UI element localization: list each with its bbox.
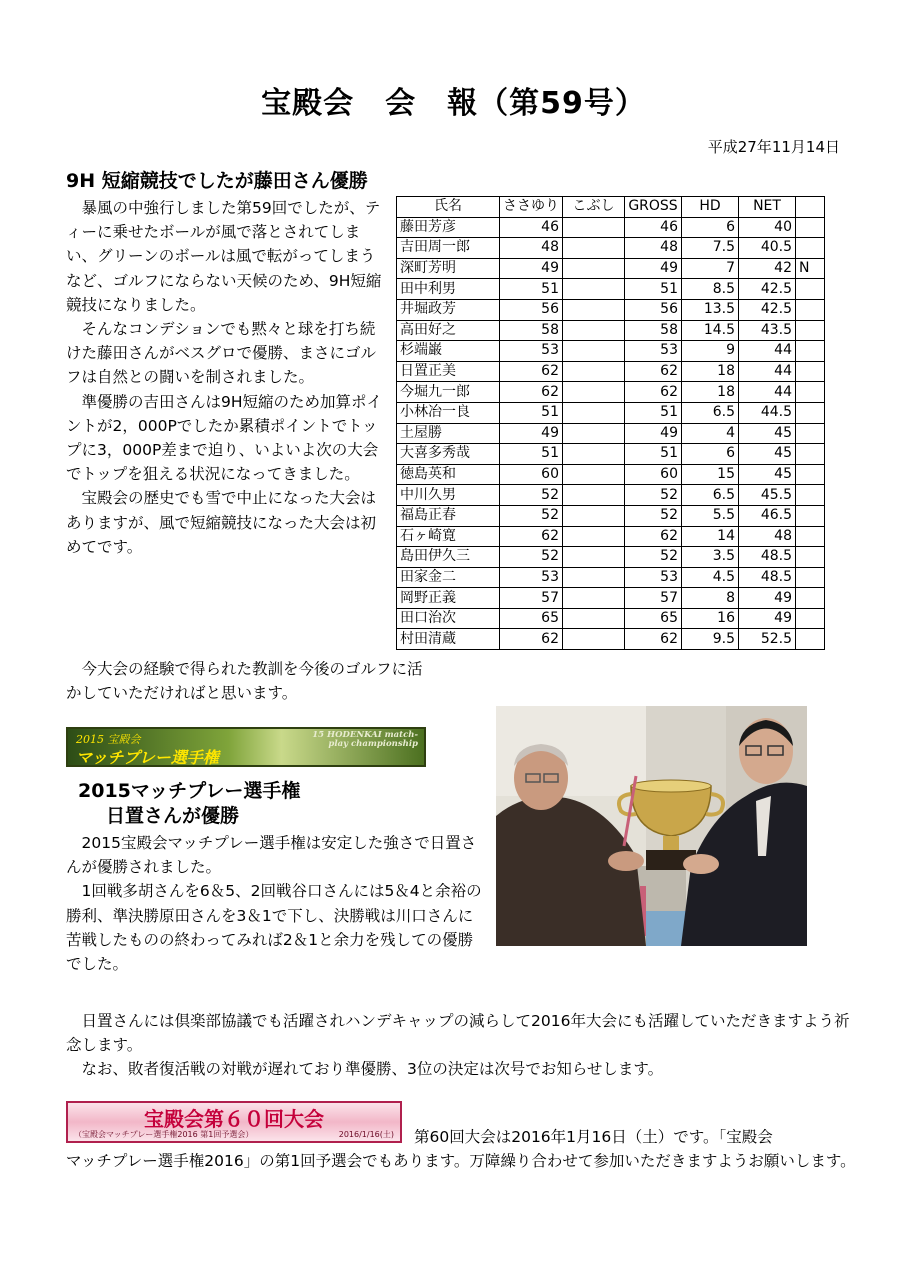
score-kobushi-cell [563, 402, 625, 423]
score-gross-cell: 56 [625, 299, 682, 320]
handicap-cell: 9.5 [682, 629, 739, 650]
section1-closing: 今大会の経験で得られた教訓を今後のゴルフに活かしていただければと思います。 [66, 660, 423, 703]
col-header-hd: HD [682, 197, 739, 218]
score-sasayuri-cell: 51 [500, 402, 563, 423]
handicap-cell: 5.5 [682, 505, 739, 526]
banner2-date: 2016/1/16(土) [338, 1130, 394, 1139]
section4-line1: 第60回大会は2016年1月16日（土）です。「宝殿会 [414, 1128, 773, 1146]
score-gross-cell: 62 [625, 526, 682, 547]
section4-body [66, 1125, 856, 1173]
table-row [397, 238, 825, 259]
score-net-cell: 44 [739, 382, 796, 403]
player-name-cell: 田中利男 [397, 279, 500, 300]
score-sasayuri-cell: 62 [500, 526, 563, 547]
player-name-cell: 村田清蔵 [397, 629, 500, 650]
banner-year: 2015 宝殿会 [76, 733, 141, 746]
score-net-cell: 45.5 [739, 485, 796, 506]
section2-body [66, 831, 488, 976]
handicap-cell: 8.5 [682, 279, 739, 300]
score-gross-cell: 62 [625, 629, 682, 650]
table-row [397, 444, 825, 465]
table-header-row [397, 197, 825, 218]
table-row [397, 320, 825, 341]
table-row [397, 423, 825, 444]
table-row [397, 505, 825, 526]
results-table [396, 196, 825, 650]
score-kobushi-cell [563, 238, 625, 259]
note-cell [796, 444, 825, 465]
score-gross-cell: 65 [625, 608, 682, 629]
handicap-cell: 7 [682, 258, 739, 279]
score-sasayuri-cell: 58 [500, 320, 563, 341]
section1-body [66, 196, 388, 559]
table-row [397, 341, 825, 362]
table-row [397, 258, 825, 279]
table-row [397, 629, 825, 650]
score-gross-cell: 62 [625, 361, 682, 382]
score-net-cell: 49 [739, 588, 796, 609]
player-name-cell: 大喜多秀哉 [397, 444, 500, 465]
trophy-photo [496, 706, 807, 946]
handicap-cell: 7.5 [682, 238, 739, 259]
handicap-cell: 13.5 [682, 299, 739, 320]
note-cell [796, 361, 825, 382]
score-kobushi-cell [563, 341, 625, 362]
matchplay-banner [66, 727, 426, 767]
section3-body [66, 1009, 856, 1082]
score-kobushi-cell [563, 320, 625, 341]
score-net-cell: 40.5 [739, 238, 796, 259]
player-name-cell: 杉端巌 [397, 341, 500, 362]
score-gross-cell: 51 [625, 402, 682, 423]
note-cell [796, 238, 825, 259]
handicap-cell: 16 [682, 608, 739, 629]
player-name-cell: 小林冶一良 [397, 402, 500, 423]
score-gross-cell: 58 [625, 320, 682, 341]
score-sasayuri-cell: 62 [500, 629, 563, 650]
paragraph: 暴風の中強行しました第59回でしたが、ティーに乗せたボールが風で落とされてしまい、グリーンのボールは風で転がってしまうなど、ゴルフにならない天候のため、9H短縮競技になりました。 [66, 199, 382, 314]
score-net-cell: 48 [739, 526, 796, 547]
table-row [397, 382, 825, 403]
handicap-cell: 14 [682, 526, 739, 547]
score-sasayuri-cell: 46 [500, 217, 563, 238]
score-kobushi-cell [563, 608, 625, 629]
paragraph: そんなコンデションでも黙々と球を打ち続けた藤田さんがベスグロで優勝、まさにゴルフは自然との闘いを制されました。 [66, 320, 377, 387]
score-kobushi-cell [563, 279, 625, 300]
score-kobushi-cell [563, 485, 625, 506]
col-header-name: 氏名 [397, 197, 500, 218]
score-gross-cell: 62 [625, 382, 682, 403]
table-row [397, 464, 825, 485]
note-cell [796, 485, 825, 506]
player-name-cell: 中川久男 [397, 485, 500, 506]
section1-heading: 9H 短縮競技でしたが藤田さん優勝 [66, 170, 368, 192]
player-name-cell: 田口治次 [397, 608, 500, 629]
player-name-cell: 日置正美 [397, 361, 500, 382]
note-cell [796, 341, 825, 362]
note-cell [796, 217, 825, 238]
table-row [397, 402, 825, 423]
score-kobushi-cell [563, 361, 625, 382]
score-kobushi-cell [563, 567, 625, 588]
score-net-cell: 44.5 [739, 402, 796, 423]
score-sasayuri-cell: 57 [500, 588, 563, 609]
page-title: 宝殿会 会 報（第59号） [261, 86, 646, 121]
score-kobushi-cell [563, 505, 625, 526]
note-cell [796, 547, 825, 568]
issue-date: 平成27年11月14日 [707, 138, 840, 156]
score-net-cell: 49 [739, 608, 796, 629]
score-gross-cell: 53 [625, 341, 682, 362]
player-name-cell: 福島正春 [397, 505, 500, 526]
score-gross-cell: 48 [625, 238, 682, 259]
score-sasayuri-cell: 52 [500, 547, 563, 568]
score-gross-cell: 57 [625, 588, 682, 609]
handicap-cell: 3.5 [682, 547, 739, 568]
handicap-cell: 18 [682, 382, 739, 403]
note-cell: N [796, 258, 825, 279]
score-gross-cell: 49 [625, 423, 682, 444]
score-gross-cell: 52 [625, 547, 682, 568]
player-name-cell: 石ヶ崎寛 [397, 526, 500, 547]
player-name-cell: 今堀九一郎 [397, 382, 500, 403]
col-header-kobushi: こぶし [563, 197, 625, 218]
score-net-cell: 48.5 [739, 547, 796, 568]
score-kobushi-cell [563, 526, 625, 547]
player-name-cell: 吉田周一郎 [397, 238, 500, 259]
player-name-cell: 田家金二 [397, 567, 500, 588]
score-net-cell: 45 [739, 423, 796, 444]
note-cell [796, 629, 825, 650]
score-net-cell: 43.5 [739, 320, 796, 341]
score-gross-cell: 46 [625, 217, 682, 238]
score-gross-cell: 52 [625, 485, 682, 506]
score-net-cell: 52.5 [739, 629, 796, 650]
score-sasayuri-cell: 53 [500, 341, 563, 362]
handicap-cell: 6.5 [682, 402, 739, 423]
table-row [397, 361, 825, 382]
score-sasayuri-cell: 52 [500, 505, 563, 526]
trophy-photo-illustration [496, 706, 807, 946]
handicap-cell: 14.5 [682, 320, 739, 341]
note-cell [796, 505, 825, 526]
score-net-cell: 45 [739, 444, 796, 465]
score-net-cell: 48.5 [739, 567, 796, 588]
table-row [397, 608, 825, 629]
note-cell [796, 588, 825, 609]
section4-rest: マッチプレー選手権2016」の第1回予選会でもあります。万障繰り合わせて参加いただきますようお願いします。 [66, 1152, 856, 1171]
table-row [397, 279, 825, 300]
score-net-cell: 46.5 [739, 505, 796, 526]
score-net-cell: 45 [739, 464, 796, 485]
player-name-cell: 藤田芳彦 [397, 217, 500, 238]
handicap-cell: 18 [682, 361, 739, 382]
player-name-cell: 土屋勝 [397, 423, 500, 444]
score-sasayuri-cell: 62 [500, 361, 563, 382]
banner2-subtitle: （宝殿会マッチプレー選手権2016 第1回予選会） [74, 1130, 254, 1139]
col-header-gross: GROSS [625, 197, 682, 218]
note-cell [796, 402, 825, 423]
section2-heading: 2015マッチプレー選手権 [78, 780, 301, 802]
section2-subheading: 日置さんが優勝 [106, 805, 240, 827]
score-kobushi-cell [563, 547, 625, 568]
table-row [397, 485, 825, 506]
player-name-cell: 島田伊久三 [397, 547, 500, 568]
score-sasayuri-cell: 65 [500, 608, 563, 629]
banner-english: 15 HODENKAI match-play championship [312, 730, 418, 749]
score-sasayuri-cell: 49 [500, 258, 563, 279]
handicap-cell: 6.5 [682, 485, 739, 506]
paragraph: なお、敗者復活戦の対戦が遅れており準優勝、3位の決定は次号でお知らせします。 [81, 1060, 664, 1079]
score-kobushi-cell [563, 258, 625, 279]
score-kobushi-cell [563, 629, 625, 650]
note-cell [796, 320, 825, 341]
player-name-cell: 岡野正義 [397, 588, 500, 609]
banner2-title: 宝殿会第６０回大会 [144, 1107, 324, 1131]
table-row [397, 588, 825, 609]
score-net-cell: 42.5 [739, 299, 796, 320]
handicap-cell: 15 [682, 464, 739, 485]
handicap-cell: 6 [682, 444, 739, 465]
score-sasayuri-cell: 56 [500, 299, 563, 320]
note-cell [796, 423, 825, 444]
score-net-cell: 44 [739, 341, 796, 362]
score-kobushi-cell [563, 217, 625, 238]
paragraph: 準優勝の吉田さんは9H短縮のため加算ポイントが2，000Pでしたか累積ポイントでトップに3，000P差まで迫り、いよいよ次の大会でトップを狙える状況になってきました。 [66, 392, 383, 484]
score-gross-cell: 51 [625, 279, 682, 300]
paragraph: 日置さんには倶楽部協議でも活躍されハンデキャップの減らして2016年大会にも活躍していただきますよう祈念します。 [66, 1012, 850, 1055]
note-cell [796, 382, 825, 403]
note-cell [796, 567, 825, 588]
score-gross-cell: 60 [625, 464, 682, 485]
score-sasayuri-cell: 60 [500, 464, 563, 485]
table-row [397, 547, 825, 568]
score-sasayuri-cell: 53 [500, 567, 563, 588]
score-sasayuri-cell: 51 [500, 444, 563, 465]
score-kobushi-cell [563, 299, 625, 320]
col-header-sasayuri: ささゆり [500, 197, 563, 218]
player-name-cell: 高田好之 [397, 320, 500, 341]
score-kobushi-cell [563, 588, 625, 609]
col-header-note [796, 197, 825, 218]
note-cell [796, 608, 825, 629]
score-gross-cell: 53 [625, 567, 682, 588]
score-kobushi-cell [563, 444, 625, 465]
note-cell [796, 464, 825, 485]
banner-title: マッチプレー選手権 [76, 748, 219, 767]
handicap-cell: 6 [682, 217, 739, 238]
note-cell [796, 279, 825, 300]
score-sasayuri-cell: 49 [500, 423, 563, 444]
table-row [397, 299, 825, 320]
score-kobushi-cell [563, 423, 625, 444]
score-net-cell: 40 [739, 217, 796, 238]
paragraph: 1回戦多胡さんを6＆5、2回戦谷口さんには5＆4と余裕の勝利、準決勝原田さんを3＆1で下し、決勝戦は川口さんに苦戦したものの終わってみれば2＆1と余力を残しての優勝でした。 [66, 882, 482, 974]
handicap-cell: 8 [682, 588, 739, 609]
col-header-net: NET [739, 197, 796, 218]
paragraph: 宝殿会の歴史でも雪で中止になった大会はありますが、風で短縮競技になった大会は初めてです。 [66, 489, 377, 556]
table-row [397, 526, 825, 547]
score-gross-cell: 49 [625, 258, 682, 279]
score-sasayuri-cell: 52 [500, 485, 563, 506]
handicap-cell: 4 [682, 423, 739, 444]
note-cell [796, 526, 825, 547]
player-name-cell: 徳島英和 [397, 464, 500, 485]
score-kobushi-cell [563, 382, 625, 403]
table-row [397, 567, 825, 588]
player-name-cell: 井堀政芳 [397, 299, 500, 320]
paragraph: 2015宝殿会マッチプレー選手権は安定した強さで日置さんが優勝されました。 [66, 834, 477, 877]
score-gross-cell: 51 [625, 444, 682, 465]
handicap-cell: 4.5 [682, 567, 739, 588]
score-sasayuri-cell: 62 [500, 382, 563, 403]
score-gross-cell: 52 [625, 505, 682, 526]
score-net-cell: 42 [739, 258, 796, 279]
note-cell [796, 299, 825, 320]
score-sasayuri-cell: 48 [500, 238, 563, 259]
score-sasayuri-cell: 51 [500, 279, 563, 300]
player-name-cell: 深町芳明 [397, 258, 500, 279]
table-row [397, 217, 825, 238]
handicap-cell: 9 [682, 341, 739, 362]
score-net-cell: 42.5 [739, 279, 796, 300]
score-net-cell: 44 [739, 361, 796, 382]
score-kobushi-cell [563, 464, 625, 485]
